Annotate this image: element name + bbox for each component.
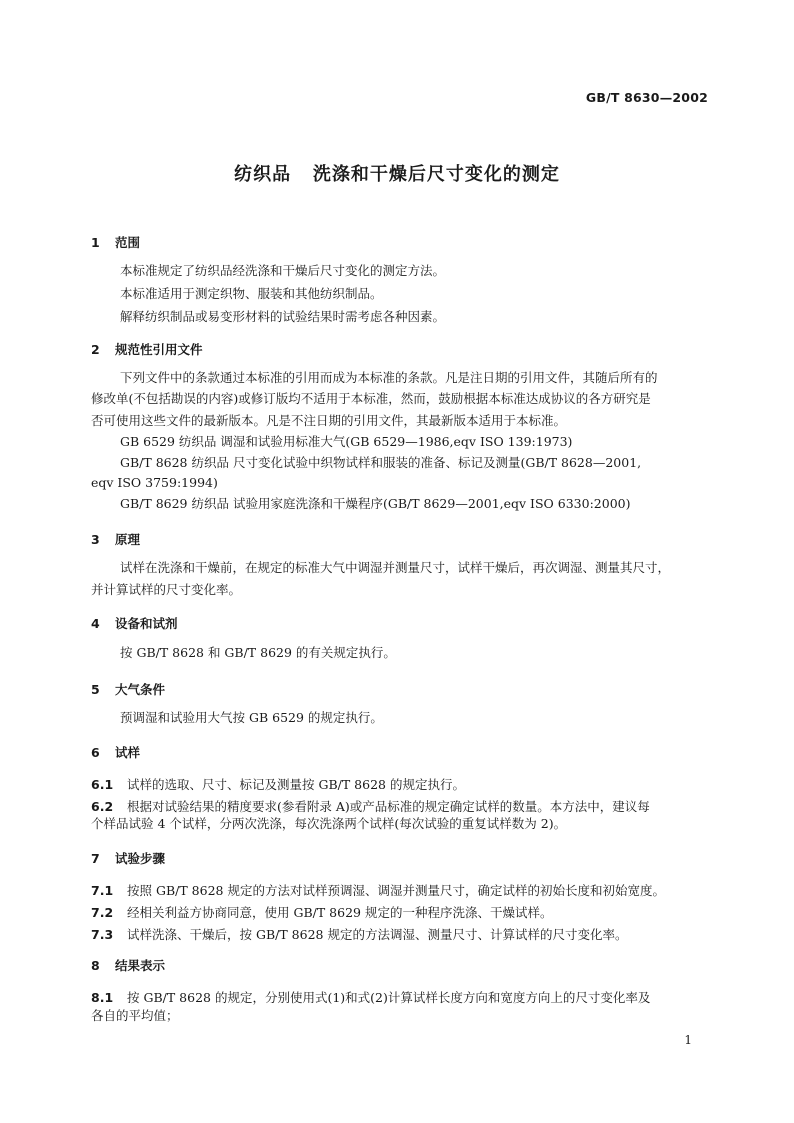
clause-text: 试样洗涤、干燥后，按 GB/T 8628 规定的方法调湿、测量尺寸、计算试样的尺寸变化率。 bbox=[127, 927, 628, 942]
section-number: 7 bbox=[91, 851, 100, 866]
clause-text-continued: 个样品试验 4 个试样，分两次洗涤，每次洗涤两个试样(每次试验的重复试样数为 2)。 bbox=[91, 816, 567, 831]
section-number: 5 bbox=[91, 682, 100, 697]
clause-7-2 bbox=[91, 903, 552, 921]
section-1-heading bbox=[91, 233, 140, 251]
section-title: 范围 bbox=[115, 235, 141, 250]
page-number: 1 bbox=[684, 1033, 692, 1047]
paragraph: 修改单(不包括勘误的内容)或修订版均不适用于本标准，然而，鼓励根据本标准达成协议的各方研究是 bbox=[91, 391, 651, 406]
section-4-heading bbox=[91, 614, 178, 632]
section-title: 试样 bbox=[115, 745, 141, 760]
section-2-heading bbox=[91, 340, 203, 358]
paragraph: 否可使用这些文件的最新版本。凡是不注日期的引用文件，其最新版本适用于本标准。 bbox=[91, 413, 567, 428]
paragraph: 按 GB/T 8628 和 GB/T 8629 的有关规定执行。 bbox=[120, 645, 396, 660]
paragraph: 试样在洗涤和干燥前，在规定的标准大气中调湿并测量尺寸，试样干燥后，再次调湿、测量其尺寸， bbox=[120, 560, 671, 575]
clause-6-2 bbox=[91, 797, 650, 815]
clause-number: 7.1 bbox=[91, 883, 114, 898]
section-number: 4 bbox=[91, 616, 100, 631]
clause-6-1 bbox=[91, 775, 465, 793]
standard-code: GB/T 8630—2002 bbox=[585, 90, 708, 105]
section-number: 2 bbox=[91, 342, 100, 357]
clause-number: 8.1 bbox=[91, 990, 114, 1005]
section-5-heading bbox=[91, 680, 165, 698]
clause-7-3 bbox=[91, 925, 627, 943]
section-number: 3 bbox=[91, 532, 100, 547]
clause-number: 6.2 bbox=[91, 799, 114, 814]
reference-entry: eqv ISO 3759:1994) bbox=[91, 475, 218, 490]
paragraph: 本标准适用于测定织物、服装和其他纺织制品。 bbox=[120, 286, 383, 301]
clause-7-1 bbox=[91, 881, 665, 899]
clause-number: 6.1 bbox=[91, 777, 114, 792]
clause-8-1 bbox=[91, 988, 650, 1006]
clause-text: 经相关利益方协商同意，使用 GB/T 8629 规定的一种程序洗涤、干燥试样。 bbox=[127, 905, 553, 920]
section-number: 6 bbox=[91, 745, 100, 760]
section-7-heading bbox=[91, 849, 165, 867]
clause-text-continued: 各自的平均值； bbox=[91, 1008, 179, 1023]
reference-entry: GB 6529 纺织品 调湿和试验用标准大气(GB 6529—1986,eqv ISO 139:1973) bbox=[120, 434, 573, 449]
section-title: 设备和试剂 bbox=[115, 616, 178, 631]
clause-text: 试样的选取、尺寸、标记及测量按 GB/T 8628 的规定执行。 bbox=[127, 777, 465, 792]
paragraph: 解释纺织制品或易变形材料的试验结果时需考虑各种因素。 bbox=[120, 309, 446, 324]
clause-number: 7.3 bbox=[91, 927, 114, 942]
clause-text: 根据对试验结果的精度要求(参看附录 A)或产品标准的规定确定试样的数量。本方法中，建议每 bbox=[127, 799, 650, 814]
section-6-heading bbox=[91, 743, 140, 761]
section-title: 原理 bbox=[115, 532, 141, 547]
section-title: 大气条件 bbox=[115, 682, 166, 697]
section-number: 8 bbox=[91, 958, 100, 973]
section-3-heading bbox=[91, 530, 140, 548]
section-title: 规范性引用文件 bbox=[115, 342, 203, 357]
document-title: 纺织品 洗涤和干燥后尺寸变化的测定 bbox=[234, 164, 560, 185]
clause-text: 按 GB/T 8628 的规定，分别使用式(1)和式(2)计算试样长度方向和宽度方向上的尺寸变化率及 bbox=[127, 990, 651, 1005]
paragraph: 预调湿和试验用大气按 GB 6529 的规定执行。 bbox=[120, 710, 383, 725]
reference-entry: GB/T 8629 纺织品 试验用家庭洗涤和干燥程序(GB/T 8629—2001,eqv ISO 6330:2000) bbox=[120, 496, 631, 511]
paragraph: 下列文件中的条款通过本标准的引用而成为本标准的条款。凡是注日期的引用文件，其随后所有的 bbox=[120, 370, 658, 385]
clause-text: 按照 GB/T 8628 规定的方法对试样预调湿、调湿并测量尺寸，确定试样的初始长度和初始宽度。 bbox=[127, 883, 665, 898]
section-title: 结果表示 bbox=[115, 958, 166, 973]
clause-number: 7.2 bbox=[91, 905, 114, 920]
section-8-heading bbox=[91, 956, 165, 974]
reference-entry: GB/T 8628 纺织品 尺寸变化试验中织物试样和服装的准备、标记及测量(GB/T 8628—2001, bbox=[120, 455, 642, 470]
section-number: 1 bbox=[91, 235, 100, 250]
paragraph: 并计算试样的尺寸变化率。 bbox=[91, 582, 242, 597]
section-title: 试验步骤 bbox=[115, 851, 166, 866]
paragraph: 本标准规定了纺织品经洗涤和干燥后尺寸变化的测定方法。 bbox=[120, 263, 446, 278]
